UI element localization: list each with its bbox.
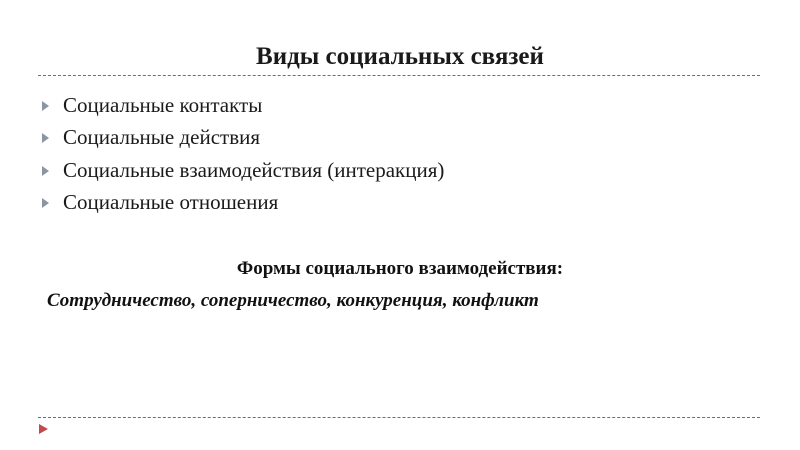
bullet-label: Социальные взаимодействия (интеракция)	[63, 157, 445, 182]
triangle-bullet-icon	[42, 198, 49, 208]
next-slide-arrow-icon[interactable]	[39, 424, 48, 434]
bullet-list	[42, 89, 444, 219]
triangle-bullet-icon	[42, 166, 49, 176]
bullet-item-social-actions	[42, 122, 444, 155]
bullet-label: Социальные контакты	[63, 92, 263, 117]
bullet-item-social-relations	[42, 187, 444, 220]
bullet-label: Социальные отношения	[63, 190, 279, 215]
triangle-bullet-icon	[42, 133, 49, 143]
bullet-item-social-interactions	[42, 154, 444, 187]
forms-heading: Формы социального взаимодействия:	[236, 258, 564, 279]
triangle-bullet-icon	[42, 101, 49, 111]
bottom-divider	[38, 417, 760, 418]
bullet-label: Социальные действия	[63, 125, 261, 150]
slide-title: Виды социальных связей	[256, 43, 544, 70]
top-divider	[38, 75, 760, 76]
bullet-item-social-contacts	[42, 89, 444, 122]
forms-list: Сотрудничество, соперничество, конкуренция, конфликт	[47, 290, 539, 311]
